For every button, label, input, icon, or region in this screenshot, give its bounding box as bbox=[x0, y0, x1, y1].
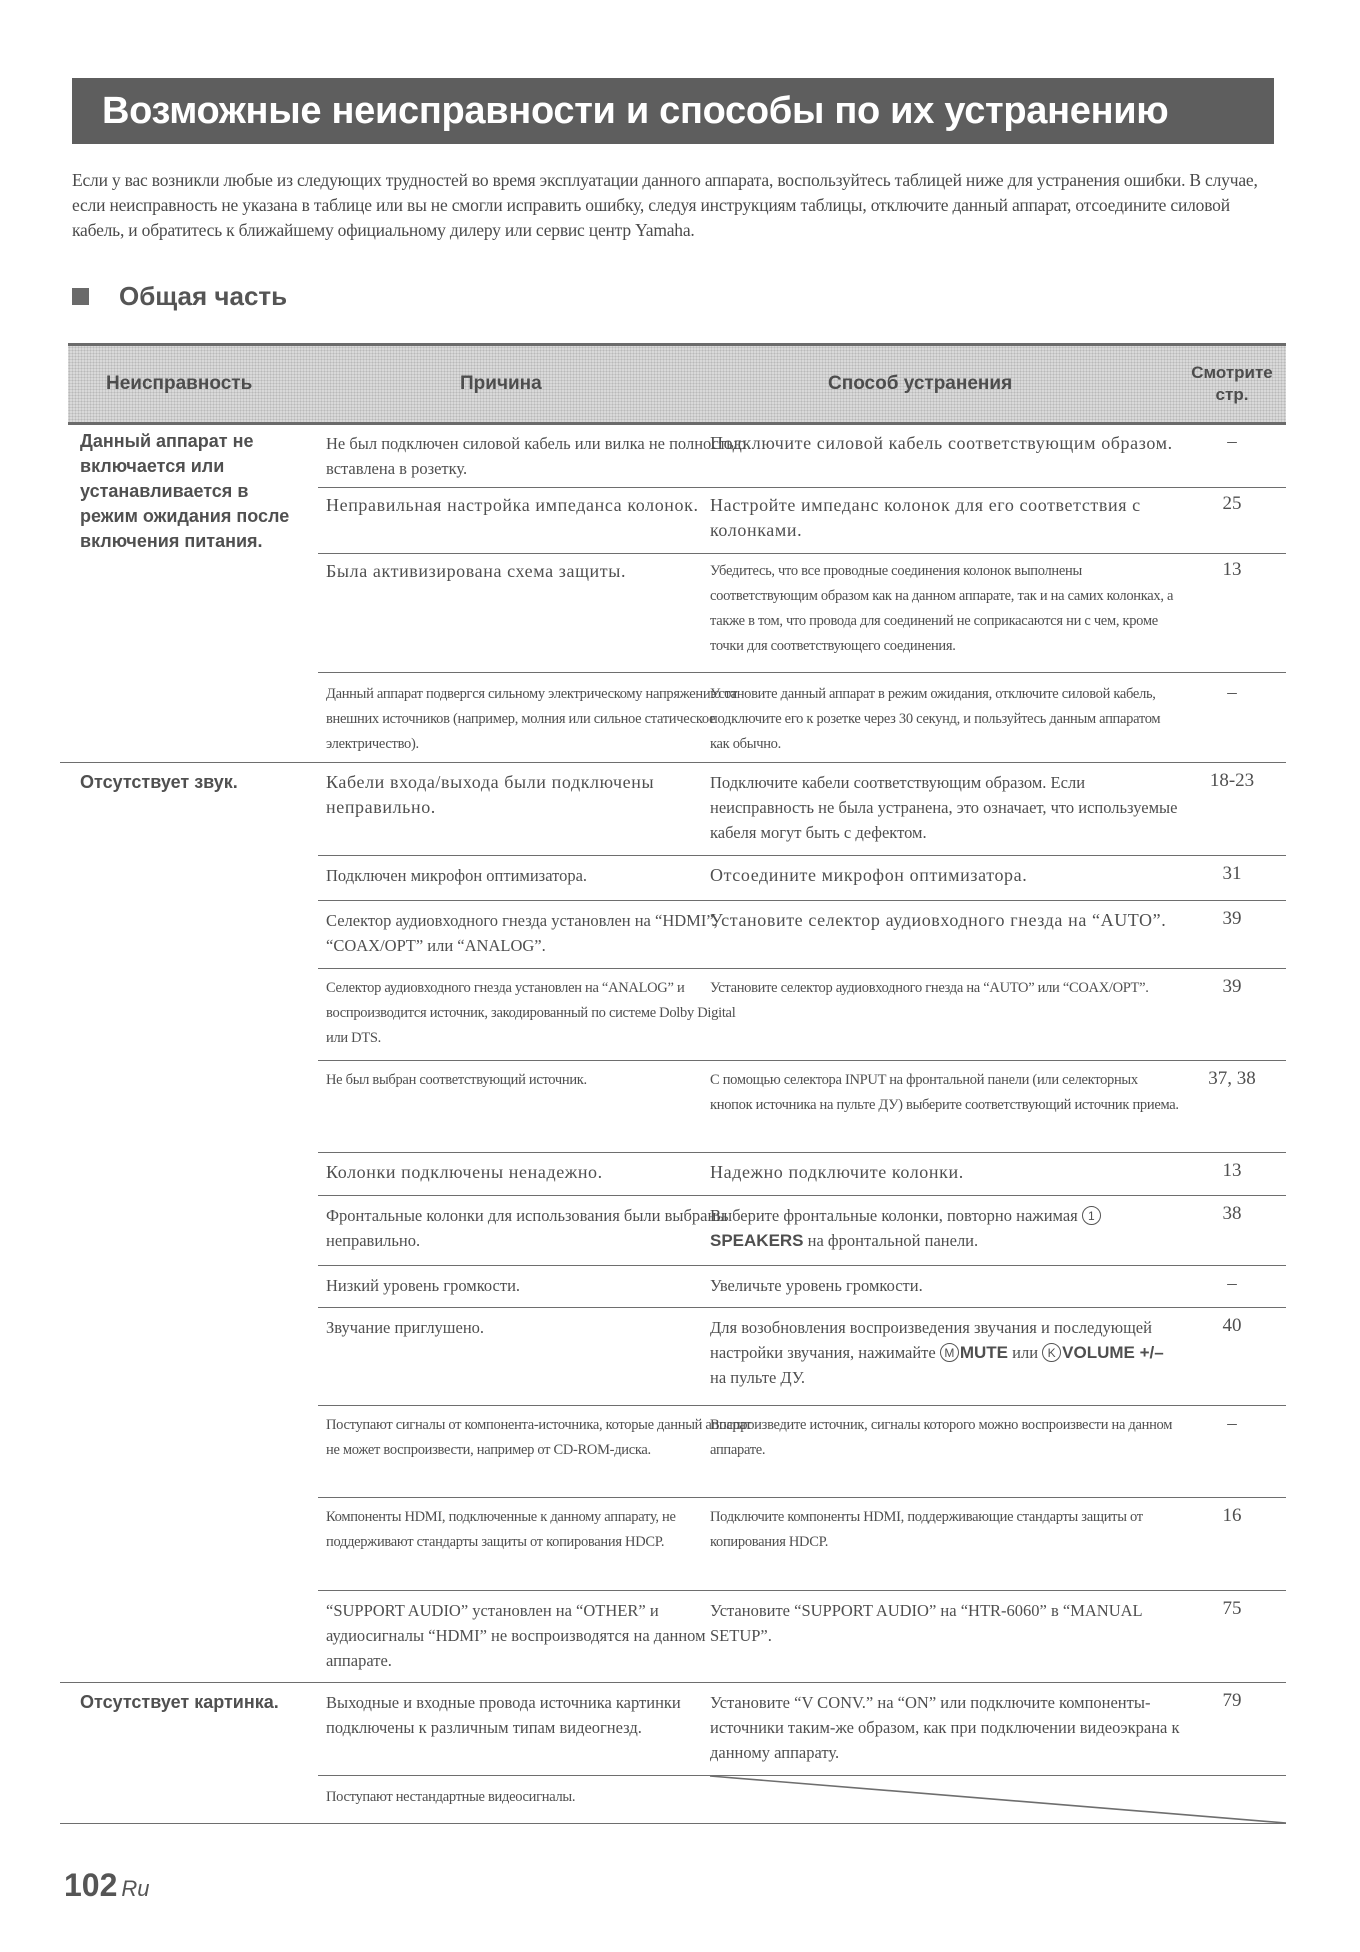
remedy-text: Установите “V CONV.” на “ON” или подключите компоненты-источники таким-же образом, как при подключении видеоэкрана к данному аппарату. bbox=[710, 1693, 1180, 1762]
row-divider bbox=[318, 1060, 1286, 1061]
cause-text: “SUPPORT AUDIO” установлен на “OTHER” и аудиосигналы “HDMI” не воспроизводятся на данном аппарате. bbox=[326, 1601, 706, 1670]
remedy-text-pre: Для возобновления воспроизведения звучания и последующей настройки звучания, нажимайте bbox=[710, 1318, 1152, 1362]
page-ref: 75 bbox=[1222, 1598, 1242, 1619]
remedy-text bbox=[710, 1203, 1180, 1253]
remedy-text-post: на пульте ДУ. bbox=[710, 1368, 805, 1387]
remedy-text: Убедитесь, что все проводные соединения колонок выполнены соответствующим образом как на данном аппарате, так и на самих колонках, а также в том, что провода для соединений не соприкасаются ни с чем, кроме точки для соответствующего соединения. bbox=[710, 563, 1174, 654]
cause-text: Данный аппарат подвергся сильному электрическому напряжению от внешних источников (например, молния или сильное статическое электричество). bbox=[326, 686, 737, 752]
page-title: Возможные неисправности и способы по их устранению bbox=[72, 78, 1274, 144]
row-divider bbox=[318, 1590, 1286, 1591]
page-footer bbox=[64, 1867, 150, 1904]
remedy-text: Установите селектор аудиовходного гнезда на “AUTO” или “COAX/OPT”. bbox=[710, 980, 1149, 996]
row-divider bbox=[318, 553, 1286, 554]
language-code: Ru bbox=[121, 1876, 150, 1901]
remedy-text: Подключите компоненты HDMI, поддерживающие стандарты защиты от копирования HDCP. bbox=[710, 1509, 1143, 1550]
table-bottom-rule bbox=[60, 1823, 1286, 1824]
row-divider bbox=[318, 900, 1286, 901]
cause-text: Подключен микрофон оптимизатора. bbox=[326, 866, 588, 885]
intro-paragraph: Если у вас возникли любые из следующих трудностей во время эксплуатации данного аппарата, воспользуйтесь таблицей ниже для устранения ошибки. В случае, если неисправность не указана в таблице или вы не смогли исправить ошибку, следуя инструкциям таблицы, отключите данный аппарат, отсоедините силовой кабель, и обратитесь к ближайшему официальному дилеру или сервис центр Yamaha. bbox=[72, 170, 1258, 240]
page-ref: 31 bbox=[1222, 863, 1242, 884]
cause-text: Неправильная настройка импеданса колонок. bbox=[326, 495, 699, 515]
page-ref: – bbox=[1227, 1413, 1237, 1434]
page-ref: 38 bbox=[1222, 1203, 1242, 1224]
remedy-text: Установите “SUPPORT AUDIO” на “HTR-6060” в “MANUAL SETUP”. bbox=[710, 1601, 1143, 1645]
remedy-text-pre: Выберите фронтальные колонки, повторно нажимая bbox=[710, 1206, 1082, 1225]
page-ref: – bbox=[1227, 431, 1237, 452]
page-ref: 18-23 bbox=[1209, 770, 1255, 791]
header-page-ref: Смотрите стр. bbox=[1191, 363, 1273, 404]
page-ref: 79 bbox=[1222, 1690, 1242, 1711]
table-header bbox=[68, 343, 1286, 425]
remedy-text: Настройте импеданс колонок для его соответствия с колонками. bbox=[710, 495, 1141, 540]
row-divider bbox=[318, 1497, 1286, 1498]
page-ref: – bbox=[1227, 682, 1237, 703]
remedy-text bbox=[710, 1315, 1180, 1390]
problem-label: Отсутствует звук. bbox=[80, 772, 238, 792]
remedy-text: С помощью селектора INPUT на фронтальной панели (или селекторных кнопок источника на пульте ДУ) выберите соответствующий источник приема. bbox=[710, 1072, 1179, 1113]
page-ref: 13 bbox=[1222, 559, 1242, 580]
square-bullet-icon bbox=[72, 288, 89, 305]
cause-text: Селектор аудиовходного гнезда установлен на “HDMI”, “COAX/OPT” или “ANALOG”. bbox=[326, 911, 718, 955]
page-ref: 37, 38 bbox=[1208, 1068, 1256, 1089]
problem-label: Отсутствует картинка. bbox=[80, 1692, 279, 1712]
page-ref: 40 bbox=[1222, 1315, 1242, 1336]
header-cause: Причина bbox=[460, 373, 542, 394]
row-divider bbox=[318, 1405, 1286, 1406]
remedy-text: Подключите силовой кабель соответствующим образом. bbox=[710, 433, 1173, 453]
group-divider bbox=[60, 1682, 1286, 1683]
header-remedy: Способ устранения bbox=[828, 373, 1013, 394]
cause-text: Компоненты HDMI, подключенные к данному аппарату, не поддерживают стандарты защиты от копирования HDCP. bbox=[326, 1509, 676, 1550]
remedy-text: Подключите кабели соответствующим образом. Если неисправность не была устранена, это означает, что используемые кабеля могут быть с дефектом. bbox=[710, 773, 1178, 842]
speakers-key-badge-icon: 1 bbox=[1082, 1206, 1101, 1225]
cause-text: Поступают нестандартные видеосигналы. bbox=[326, 1789, 576, 1805]
mute-button-label: MUTE bbox=[959, 1343, 1009, 1362]
cause-text: Поступают сигналы от компонента-источника, которые данный аппарат не может воспроизвести, например от CD-ROM-диска. bbox=[326, 1417, 752, 1458]
remedy-text-mid: или bbox=[1008, 1343, 1043, 1362]
row-divider bbox=[318, 1307, 1286, 1308]
volume-key-badge-icon: K bbox=[1042, 1343, 1061, 1362]
page-ref: 16 bbox=[1222, 1505, 1242, 1526]
row-divider bbox=[318, 968, 1286, 969]
cause-text: Не был подключен силовой кабель или вилка не полностью вставлена в розетку. bbox=[326, 434, 747, 478]
cause-text: Низкий уровень громкости. bbox=[326, 1276, 521, 1295]
volume-button-label: VOLUME +/– bbox=[1062, 1343, 1164, 1362]
remedy-text-post: на фронтальной панели. bbox=[803, 1231, 979, 1250]
row-divider bbox=[318, 672, 1286, 673]
remedy-text: Надежно подключите колонки. bbox=[710, 1162, 964, 1182]
group-divider bbox=[60, 762, 1286, 763]
page-ref: – bbox=[1227, 1273, 1237, 1294]
problem-label: Данный аппарат не включается или устанавливается в режим ожидания после включения питания. bbox=[80, 431, 290, 551]
remedy-text: Установите данный аппарат в режим ожидания, отключите силовой кабель, подключите его к розетке через 30 секунд, и пользуйтесь данным аппаратом как обычно. bbox=[710, 686, 1161, 752]
section-heading bbox=[72, 280, 287, 312]
row-divider bbox=[318, 487, 1286, 488]
section-title: Общая часть bbox=[119, 280, 288, 311]
cause-text: Фронтальные колонки для использования были выбраны неправильно. bbox=[326, 1206, 728, 1250]
cause-text: Была активизирована схема защиты. bbox=[326, 561, 627, 581]
speakers-button-label: SPEAKERS bbox=[710, 1231, 804, 1250]
cause-text: Звучание приглушено. bbox=[326, 1318, 485, 1337]
row-divider bbox=[318, 1195, 1286, 1196]
row-divider bbox=[318, 855, 1286, 856]
header-problem: Неисправность bbox=[106, 373, 253, 394]
page-number: 102 bbox=[64, 1867, 118, 1903]
remedy-text: Установите селектор аудиовходного гнезда на “AUTO”. bbox=[710, 910, 1167, 930]
page-ref: 39 bbox=[1222, 976, 1242, 997]
empty-cell-diagonal-line bbox=[708, 1775, 1288, 1825]
remedy-text: Увеличьте уровень громкости. bbox=[710, 1276, 923, 1295]
cause-text: Не был выбран соответствующий источник. bbox=[326, 1072, 587, 1088]
remedy-text: Воспроизведите источник, сигналы которого можно воспроизвести на данном аппарате. bbox=[710, 1417, 1173, 1458]
remedy-text: Отсоедините микрофон оптимизатора. bbox=[710, 865, 1028, 885]
cause-text: Выходные и входные провода источника картинки подключены к различным типам видеогнезд. bbox=[326, 1693, 681, 1737]
mute-key-badge-icon: M bbox=[940, 1343, 959, 1362]
troubleshooting-table bbox=[68, 343, 1286, 1805]
cause-text: Колонки подключены ненадежно. bbox=[326, 1162, 603, 1182]
cause-text: Кабели входа/выхода были подключены неправильно. bbox=[326, 772, 655, 817]
page-ref: 25 bbox=[1222, 493, 1242, 514]
row-divider bbox=[318, 1265, 1286, 1266]
page-ref: 13 bbox=[1222, 1160, 1242, 1181]
cause-text: Селектор аудиовходного гнезда установлен на “ANALOG” и воспроизводится источник, закодированный по системе Dolby Digital или DTS. bbox=[326, 980, 736, 1046]
row-divider bbox=[318, 1152, 1286, 1153]
page-ref: 39 bbox=[1222, 908, 1242, 929]
